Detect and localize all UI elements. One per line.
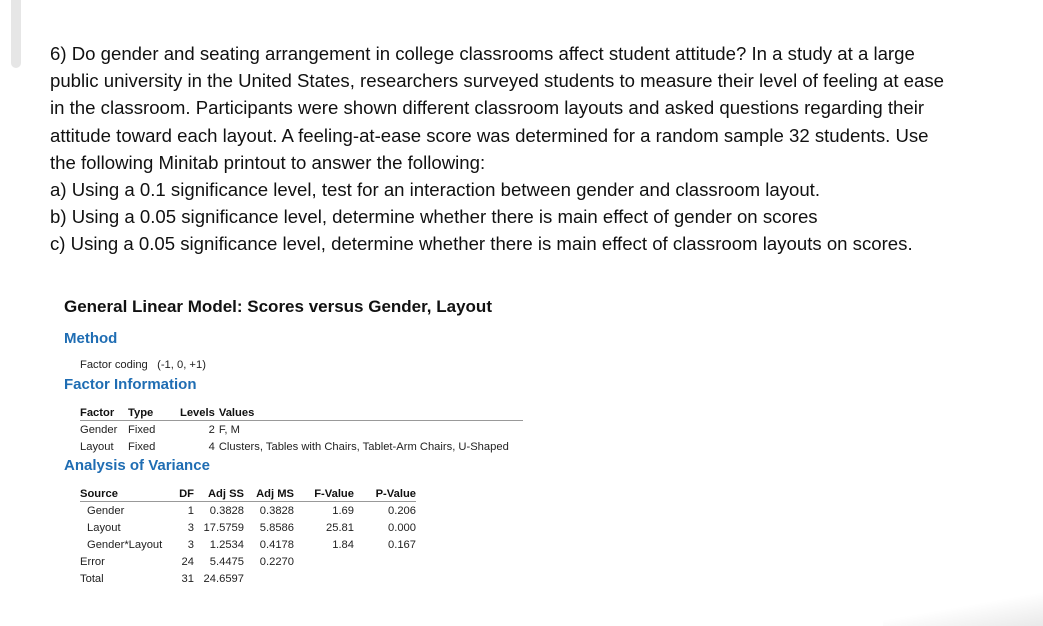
cell: 0.3828 xyxy=(209,504,244,517)
table-row xyxy=(80,421,523,439)
cell: Layout xyxy=(87,521,121,534)
col-header: Type xyxy=(128,405,180,421)
cell: 1.84 xyxy=(332,538,354,551)
table-row xyxy=(80,502,416,520)
factor-coding-label: Factor coding xyxy=(80,359,148,371)
cell: 5.8586 xyxy=(259,521,294,534)
question-part-b: b) Using a 0.05 significance level, determine whether there is main effect of gender on scores xyxy=(50,206,818,228)
cell: 0.206 xyxy=(388,504,416,517)
corner-shadow xyxy=(883,586,1043,626)
cell xyxy=(298,553,358,570)
cell xyxy=(358,553,416,570)
question-line: in the classroom. Participants were shown different classroom layouts and asked questions regarding their xyxy=(50,97,925,119)
table-header-row xyxy=(80,405,523,421)
table-row xyxy=(80,438,523,455)
cell: 5.4475 xyxy=(209,555,244,568)
col-header: Levels xyxy=(180,405,219,421)
factor-info-table xyxy=(80,405,523,455)
cell: 0.2270 xyxy=(259,555,294,568)
cell: Error xyxy=(80,555,105,568)
cell: F, M xyxy=(218,423,240,436)
cell: 2 xyxy=(208,423,215,436)
cell: Layout xyxy=(80,440,114,453)
cell: 0.000 xyxy=(388,521,416,534)
cell: 17.5759 xyxy=(203,521,244,534)
output-title: General Linear Model: Scores versus Gender, Layout xyxy=(64,297,492,316)
col-header: F-Value xyxy=(298,486,358,502)
question-part-c: c) Using a 0.05 significance level, determine whether there is main effect of classroom layouts on scores. xyxy=(50,233,913,255)
cell: 3 xyxy=(187,521,194,534)
cell: 0.4178 xyxy=(259,538,294,551)
col-header: Factor xyxy=(80,405,128,421)
factor-coding-value: (-1, 0, +1) xyxy=(157,359,206,371)
cell: 0.167 xyxy=(388,538,416,551)
cell: Gender xyxy=(80,423,118,436)
question-part-a: a) Using a 0.1 significance level, test for an interaction between gender and classroom layout. xyxy=(50,179,821,201)
cell xyxy=(248,570,298,587)
question-line: public university in the United States, researchers surveyed students to measure their level of feeling at ease xyxy=(50,70,945,92)
cell: 0.3828 xyxy=(259,504,294,517)
cell: Gender xyxy=(87,504,125,517)
table-header-row xyxy=(80,486,416,502)
table-row xyxy=(80,519,416,536)
cell: 1 xyxy=(187,504,194,517)
factor-info-heading: Factor Information xyxy=(64,376,197,393)
cell: 24 xyxy=(181,555,194,568)
cell: 1.2534 xyxy=(209,538,244,551)
scroll-indicator xyxy=(11,0,21,68)
cell: Gender*Layout xyxy=(87,538,163,551)
question-line: the following Minitab printout to answer the following: xyxy=(50,151,486,173)
cell: 4 xyxy=(208,440,215,453)
table-row xyxy=(80,553,416,570)
cell: Fixed xyxy=(128,440,156,453)
cell: 31 xyxy=(181,572,194,585)
cell: 25.81 xyxy=(326,521,354,534)
question-text xyxy=(50,40,1040,258)
cell xyxy=(298,570,358,587)
col-header: DF xyxy=(176,486,198,502)
method-heading: Method xyxy=(64,330,118,347)
cell: 1.69 xyxy=(332,504,354,517)
anova-table xyxy=(80,486,416,587)
col-header: Source xyxy=(80,486,176,502)
factor-coding xyxy=(80,359,206,371)
cell: Fixed xyxy=(128,423,156,436)
col-header: Values xyxy=(219,405,523,421)
question-line: 6) Do gender and seating arrangement in college classrooms affect student attitude? In a study at a large xyxy=(50,43,915,64)
cell xyxy=(358,570,416,587)
table-row xyxy=(80,570,416,587)
col-header: Adj MS xyxy=(248,486,298,502)
cell: 24.6597 xyxy=(203,572,244,585)
table-row xyxy=(80,536,416,553)
cell: Clusters, Tables with Chairs, Tablet-Arm Chairs, U-Shaped xyxy=(218,440,509,453)
col-header: Adj SS xyxy=(198,486,248,502)
col-header: P-Value xyxy=(358,486,416,502)
cell: 3 xyxy=(187,538,194,551)
cell: Total xyxy=(80,572,104,585)
question-line: attitude toward each layout. A feeling-at-ease score was determined for a random sample 32 students. Use xyxy=(50,124,929,146)
anova-heading: Analysis of Variance xyxy=(64,457,210,474)
